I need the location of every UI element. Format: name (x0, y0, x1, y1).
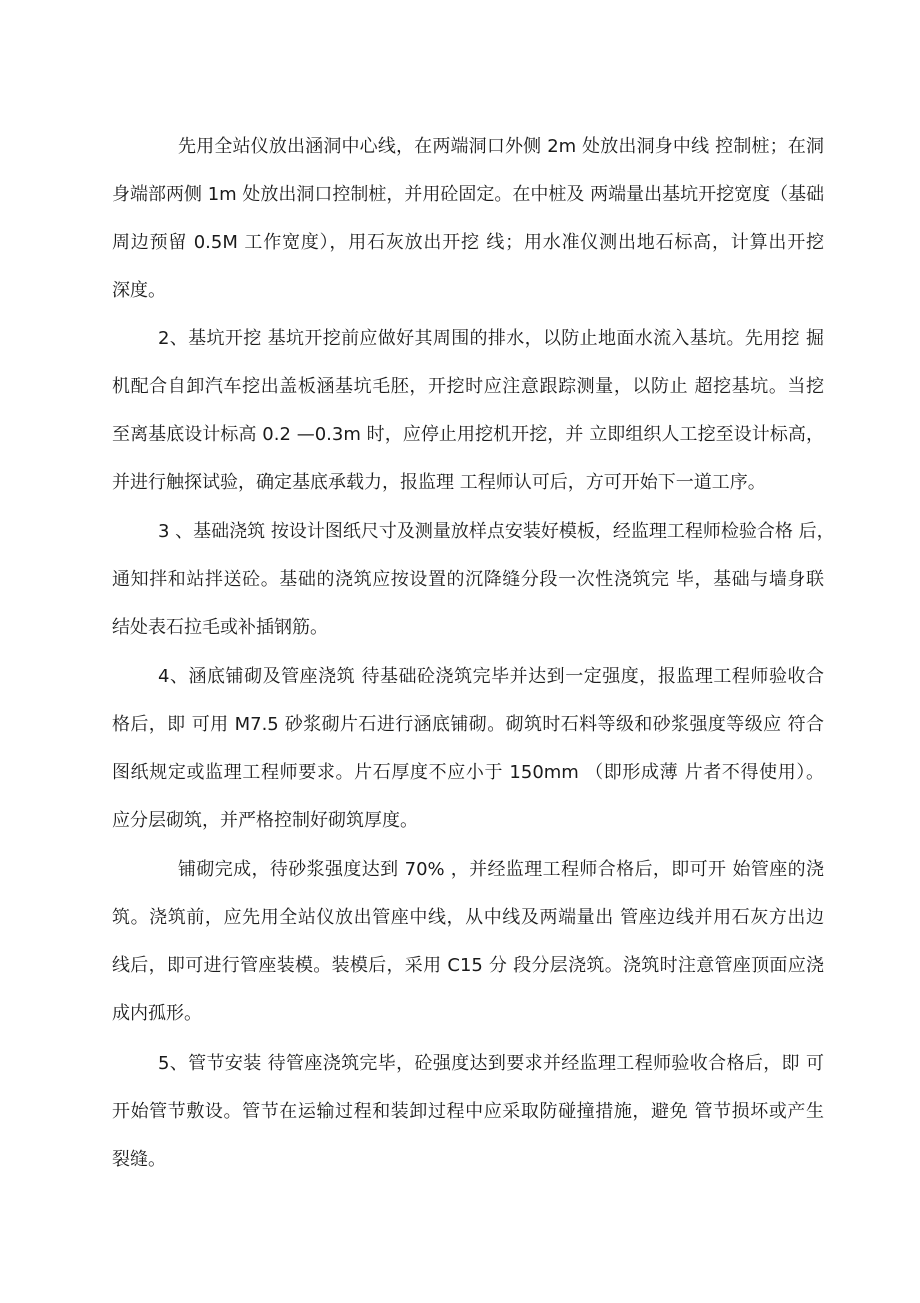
paragraph-line: 应分层砌筑，并严格控制好砌筑厚度。 (112, 810, 418, 831)
paragraph-line: 2、基坑开挖 基坑开挖前应做好其周围的排水，以防止地面水流入基坑。先用挖 掘 (158, 328, 824, 349)
paragraph-foundation-pouring (112, 508, 835, 652)
paragraph-line: 通知拌和站拌送砼。基础的浇筑应按设置的沉降缝分段一次性浇筑完 毕，基础与墙身联 (112, 569, 824, 590)
paragraph-culvert-paving (112, 653, 824, 845)
paragraph-line: 图纸规定或监理工程师要求。片石厚度不应小于 150mm （即形成薄 片者不得使用）。 (112, 762, 824, 783)
paragraph-survey (112, 123, 824, 315)
paragraph-line: 线后，即可进行管座装模。装模后，采用 C15 分 段分层浇筑。浇筑时注意管座顶面应浇 (112, 955, 824, 976)
paragraph-line: 格后，即 可用 M7.5 砂浆砌片石进行涵底铺砌。砌筑时石料等级和砂浆强度等级应 符合 (112, 714, 824, 735)
paragraph-line: 开始管节敷设。管节在运输过程和装卸过程中应采取防碰撞措施，避免 管节损坏或产生 (112, 1101, 824, 1122)
paragraph-line: 铺砌完成，待砂浆强度达到 70% ，并经监理工程师合格后，即可开 始管座的浇 (178, 859, 824, 880)
paragraph-line: 4、涵底铺砌及管座浇筑 待基础砼浇筑完毕并达到一定强度，报监理工程师验收合 (158, 666, 824, 687)
paragraph-line: 裂缝。 (112, 1149, 166, 1170)
paragraph-line: 深度。 (112, 280, 166, 301)
paragraph-line: 至离基底设计标高 0.2 —0.3m 时，应停止用挖机开挖，并 立即组织人工挖至设计标高， (112, 424, 824, 445)
paragraph-pipe-installation (112, 1040, 824, 1184)
paragraph-excavation (112, 315, 824, 507)
paragraph-line: 身端部两侧 1m 处放出洞口控制桩，并用砼固定。在中桩及 两端量出基坑开挖宽度（基础 (112, 184, 825, 205)
paragraph-pipe-seat (112, 846, 824, 1038)
paragraph-line: 3 、基础浇筑 按设计图纸尺寸及测量放样点安装好模板，经监理工程师检验合格 后， (158, 521, 835, 542)
paragraph-line: 机配合自卸汽车挖出盖板涵基坑毛胚，开挖时应注意跟踪测量，以防止 超挖基坑。当挖 (112, 376, 824, 397)
paragraph-line: 周边预留 0.5M 工作宽度），用石灰放出开挖 线；用水准仪测出地石标高，计算出开挖 (112, 232, 824, 253)
paragraph-line: 5、管节安装 待管座浇筑完毕，砼强度达到要求并经监理工程师验收合格后，即 可 (158, 1053, 824, 1074)
paragraph-line: 成内孤形。 (112, 1003, 202, 1024)
paragraph-line: 筑。浇筑前，应先用全站仪放出管座中线，从中线及两端量出 管座边线并用石灰方出边 (112, 907, 824, 928)
paragraph-line: 先用全站仪放出涵洞中心线，在两端洞口外侧 2m 处放出洞身中线 控制桩；在洞 (178, 136, 824, 157)
paragraph-line: 结处表石拉毛或补插钢筋。 (112, 617, 328, 638)
paragraph-line: 并进行触探试验，确定基底承载力，报监理 工程师认可后，方可开始下一道工序。 (112, 472, 766, 493)
